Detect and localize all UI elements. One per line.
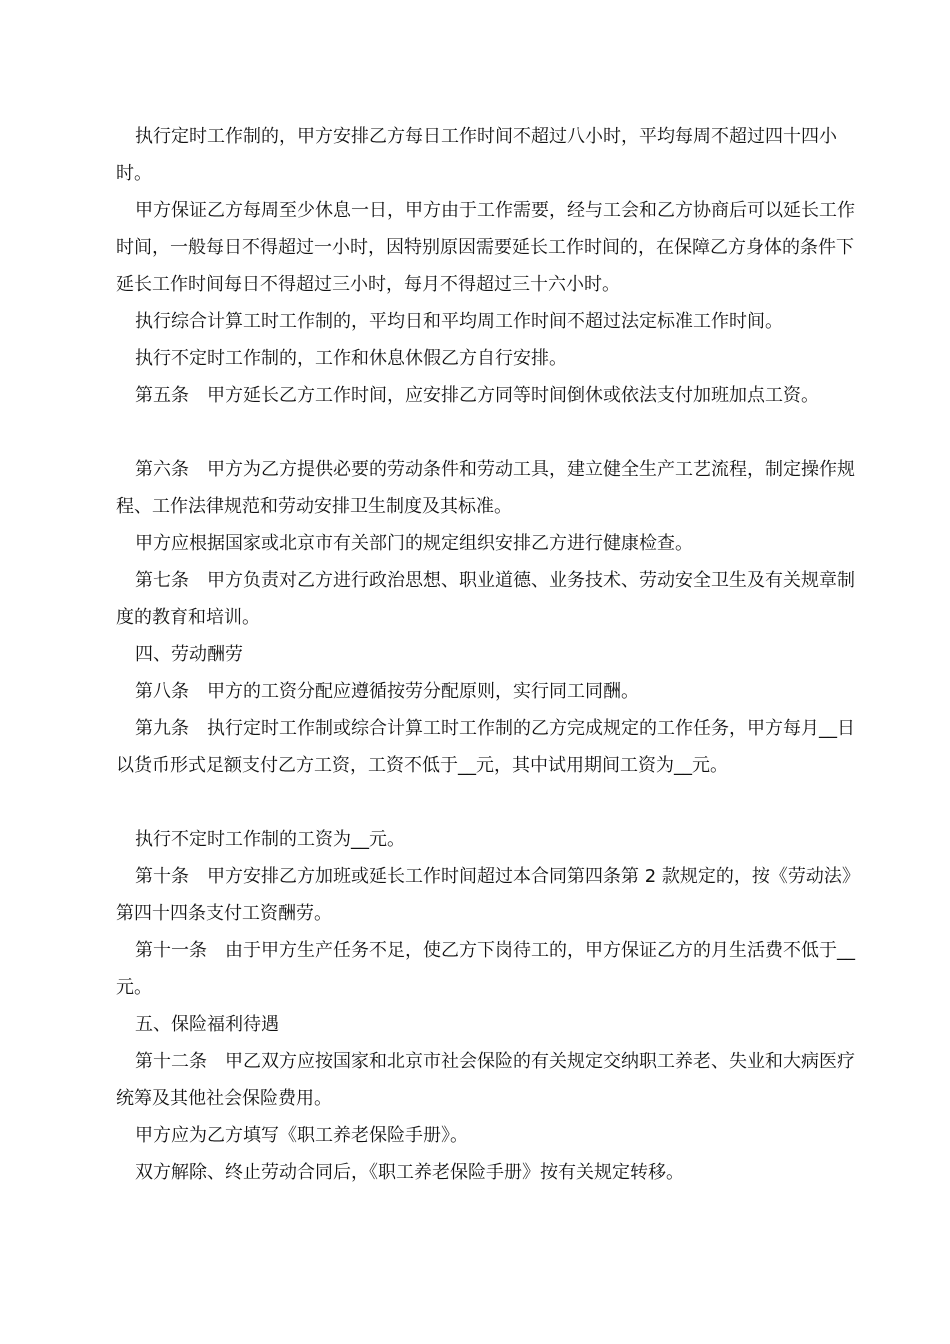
paragraph-flexible-hours: 执行不定时工作制的，工作和休息休假乙方自行安排。 — [135, 348, 567, 369]
paragraph-article-5: 第五条 甲方延长乙方工作时间，应安排乙方同等时间倒休或依法支付加班加点工资。 — [135, 385, 819, 406]
paragraph-article-12: 第十二条 甲乙双方应按国家和北京市社会保险的有关规定交纳职工养老、失业和大病医疗统筹及其他社会保险费用。 — [116, 1051, 855, 1109]
paragraph-flexible-wage: 执行不定时工作制的工资为__元。 — [135, 829, 405, 850]
paragraph-article-6: 第六条 甲方为乙方提供必要的劳动条件和劳动工具，建立健全生产工艺流程，制定操作规程、工作法律规范和劳动安排卫生制度及其标准。 — [116, 459, 855, 517]
paragraph-article-8: 第八条 甲方的工资分配应遵循按劳分配原则，实行同工同酬。 — [135, 681, 639, 702]
paragraph-comprehensive-hours: 执行综合计算工时工作制的，平均日和平均周工作时间不超过法定标准工作时间。 — [135, 311, 783, 332]
paragraph-rest-and-overtime: 甲方保证乙方每周至少休息一日，甲方由于工作需要，经与工会和乙方协商后可以延长工作时间，一般每日不得超过一小时，因特别原因需要延长工作时间的，在保障乙方身体的条件下延长工作时间每日不得超过三小时，每月不得超过三十六小时。 — [116, 200, 855, 295]
paragraph-article-10: 第十条 甲方安排乙方加班或延长工作时间超过本合同第四条第 2 款规定的，按《劳动法》第四十四条支付工资酬劳。 — [116, 866, 851, 924]
paragraph-standard-hours: 执行定时工作制的，甲方安排乙方每日工作时间不超过八小时，平均每周不超过四十四小时。 — [116, 126, 837, 184]
paragraph-article-9: 第九条 执行定时工作制或综合计算工时工作制的乙方完成规定的工作任务，甲方每月__日以货币形式足额支付乙方工资，工资不低于__元，其中试用期间工资为__元。 — [116, 718, 855, 776]
paragraph-health-check: 甲方应根据国家或北京市有关部门的规定组织安排乙方进行健康检查。 — [135, 533, 693, 554]
paragraph-article-11: 第十一条 由于甲方生产任务不足，使乙方下岗待工的，甲方保证乙方的月生活费不低于__元。 — [116, 940, 855, 998]
section-heading-remuneration: 四、劳动酬劳 — [135, 644, 243, 665]
paragraph-pension-handbook: 甲方应为乙方填写《职工养老保险手册》。 — [135, 1125, 468, 1146]
paragraph-handbook-transfer: 双方解除、终止劳动合同后，《职工养老保险手册》按有关规定转移。 — [135, 1162, 684, 1183]
paragraph-article-7: 第七条 甲方负责对乙方进行政治思想、职业道德、业务技术、劳动安全卫生及有关规章制度的教育和培训。 — [116, 570, 855, 628]
section-heading-insurance: 五、保险福利待遇 — [135, 1014, 279, 1035]
